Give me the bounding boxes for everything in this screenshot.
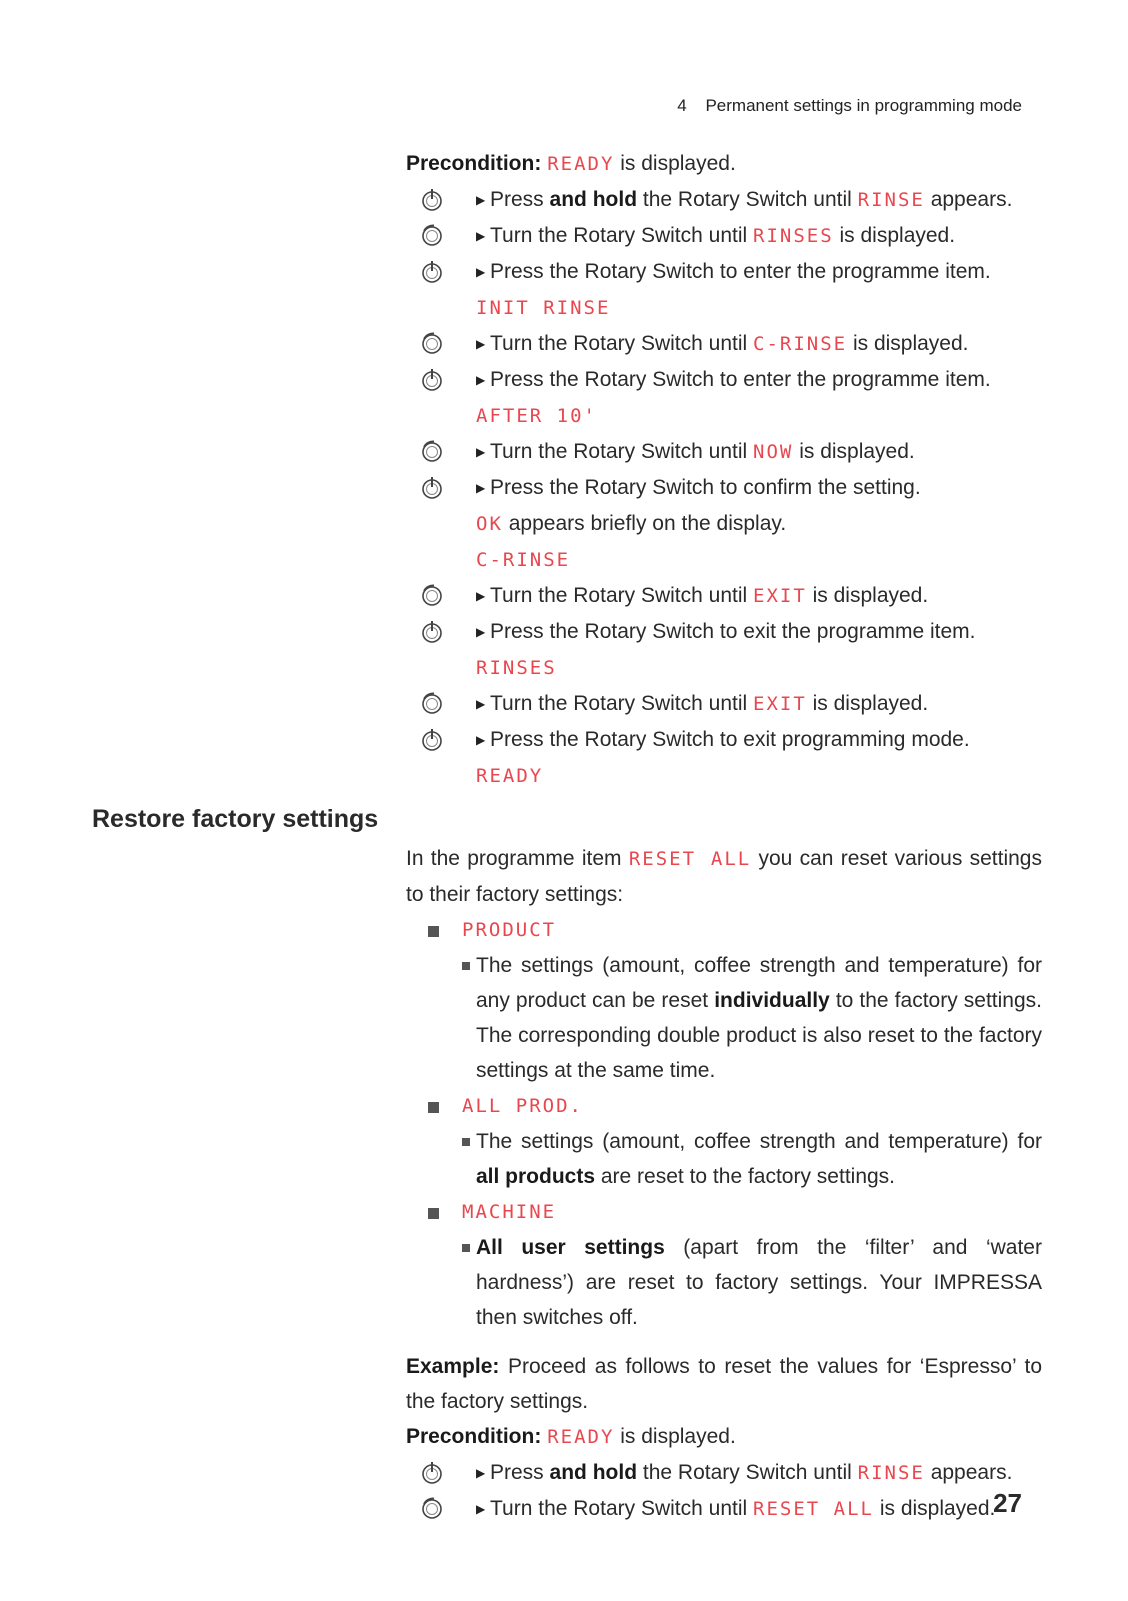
rotary-turn-icon	[420, 1497, 444, 1521]
triangle-bullet-icon: ▶	[476, 265, 486, 279]
triangle-bullet-icon: ▶	[476, 625, 486, 639]
step: ▶ Press and hold the Rotary Switch until RINSE appears.	[406, 182, 1042, 218]
rotary-press-icon	[420, 368, 444, 392]
example-paragraph: Example: Proceed as follows to reset the values for ‘Espresso’ to the factory settings.	[406, 1355, 1042, 1413]
triangle-bullet-icon: ▶	[476, 445, 486, 459]
step: ▶ Turn the Rotary Switch until NOW is displayed.	[406, 434, 1042, 470]
lcd-text: EXIT	[753, 585, 807, 607]
option-description: The settings (amount, coffee strength and temperature) for any product can be reset individually to the factory settings. The corresponding double product is also reset to the factory settings at the same time.	[406, 948, 1042, 1088]
precondition-line: Precondition: READY is displayed.	[406, 1425, 736, 1448]
step: ▶ Press the Rotary Switch to confirm the setting.	[406, 470, 1042, 506]
lcd-text: C-RINSE	[753, 333, 848, 355]
lcd-result: AFTER 10'	[476, 405, 597, 427]
step: ▶ Turn the Rotary Switch until EXIT is displayed.	[406, 578, 1042, 614]
lcd-text: RINSE	[857, 189, 925, 211]
chapter-title: Permanent settings in programming mode	[705, 96, 1022, 115]
step: ▶ Turn the Rotary Switch until RINSES is displayed.	[406, 218, 1042, 254]
small-square-bullet-icon	[462, 1244, 470, 1252]
square-bullet-icon	[428, 926, 439, 937]
step: ▶ Turn the Rotary Switch until EXIT is displayed.	[406, 686, 1042, 722]
option-item: ALL PROD.	[406, 1088, 1042, 1124]
section-heading: Restore factory settings	[92, 805, 379, 833]
rotary-press-icon	[420, 260, 444, 284]
ok-note: OK appears briefly on the display.	[476, 512, 787, 535]
triangle-bullet-icon: ▶	[476, 589, 486, 603]
rotary-turn-icon	[420, 332, 444, 356]
option-description: The settings (amount, coffee strength and temperature) for all products are reset to the factory settings.	[406, 1124, 1042, 1194]
step: ▶ Press the Rotary Switch to exit the programme item.	[406, 614, 1042, 650]
rotary-turn-icon	[420, 584, 444, 608]
option-description: All user settings (apart from the ‘filter’ and ‘water hardness’) are reset to factory settings. Your IMPRESSA then switches off.	[406, 1230, 1042, 1335]
lcd-text: EXIT	[753, 693, 807, 715]
rotary-press-icon	[420, 728, 444, 752]
step: ▶ Press and hold the Rotary Switch until RINSE appears.	[406, 1455, 1042, 1491]
rotary-press-icon	[420, 1461, 444, 1485]
lcd-result: C-RINSE	[476, 549, 571, 571]
triangle-bullet-icon: ▶	[476, 733, 486, 747]
page-number: 27	[993, 1488, 1022, 1518]
lcd-result: INIT RINSE	[476, 297, 611, 319]
triangle-bullet-icon: ▶	[476, 193, 486, 207]
page-header	[677, 96, 1022, 116]
lcd-result: READY	[476, 765, 544, 787]
rotary-turn-icon	[420, 440, 444, 464]
step: ▶ Press the Rotary Switch to enter the programme item.	[406, 254, 1042, 290]
step: ▶ Press the Rotary Switch to enter the programme item.	[406, 362, 1042, 398]
triangle-bullet-icon: ▶	[476, 373, 486, 387]
lcd-result: RINSES	[476, 657, 557, 679]
square-bullet-icon	[428, 1102, 439, 1113]
rotary-turn-icon	[420, 224, 444, 248]
step: ▶ Turn the Rotary Switch until C-RINSE is displayed.	[406, 326, 1042, 362]
triangle-bullet-icon: ▶	[476, 697, 486, 711]
lcd-text: RINSES	[753, 225, 834, 247]
square-bullet-icon	[428, 1208, 439, 1219]
rotary-press-icon	[420, 620, 444, 644]
option-item: PRODUCT	[406, 912, 1042, 948]
step: ▶ Turn the Rotary Switch until RESET ALL is displayed.	[406, 1491, 1042, 1527]
triangle-bullet-icon: ▶	[476, 229, 486, 243]
triangle-bullet-icon: ▶	[476, 337, 486, 351]
step: ▶ Press the Rotary Switch to exit programming mode.	[406, 722, 1042, 758]
precondition-line: Precondition: READY is displayed.	[406, 152, 736, 175]
restore-intro: In the programme item RESET ALL you can reset various settings to their factory settings:	[406, 847, 1042, 906]
lcd-text: RESET ALL	[628, 848, 752, 870]
main-content	[406, 146, 1042, 1527]
small-square-bullet-icon	[462, 962, 470, 970]
chapter-number: 4	[677, 96, 687, 115]
rotary-turn-icon	[420, 692, 444, 716]
triangle-bullet-icon: ▶	[476, 1466, 486, 1480]
rotary-press-icon	[420, 188, 444, 212]
lcd-text: NOW	[753, 441, 794, 463]
lcd-text: READY	[547, 1426, 615, 1448]
small-square-bullet-icon	[462, 1138, 470, 1146]
rotary-press-icon	[420, 476, 444, 500]
triangle-bullet-icon: ▶	[476, 1502, 486, 1516]
lcd-text: RESET ALL	[753, 1498, 874, 1520]
lcd-text: READY	[547, 153, 615, 175]
option-item: MACHINE	[406, 1194, 1042, 1230]
lcd-text: RINSE	[857, 1462, 925, 1484]
triangle-bullet-icon: ▶	[476, 481, 486, 495]
